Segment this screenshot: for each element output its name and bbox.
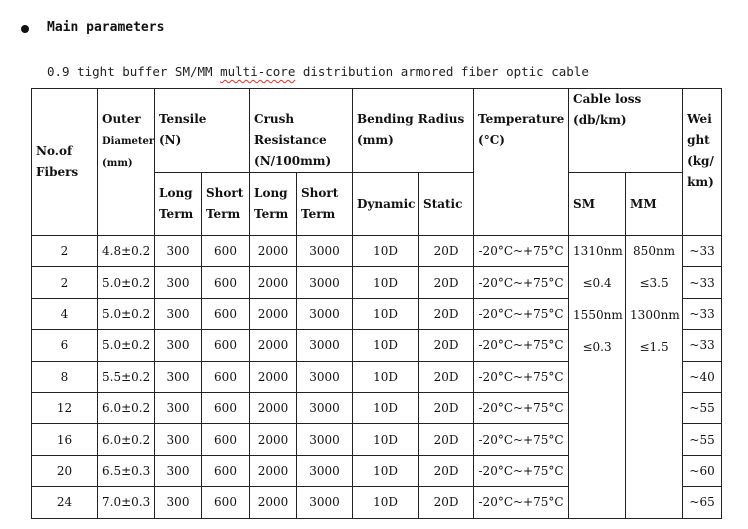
- cell-fibers: 2: [32, 267, 98, 298]
- cell-outer: 4.8±0.2: [98, 236, 155, 267]
- cell-tensile-long: 300: [155, 487, 202, 518]
- loss-mm-line: 850nm: [633, 244, 676, 258]
- cell-tensile-long: 300: [155, 267, 202, 298]
- header-cable-loss: Cable loss (db/km): [569, 89, 683, 173]
- header-fibers: No.of Fibers: [32, 89, 98, 236]
- bullet-icon: [21, 25, 29, 33]
- header-mm: MM: [626, 173, 683, 236]
- cell-temp: -20°C~+75°C: [474, 455, 569, 486]
- cell-static: 20D: [419, 455, 474, 486]
- loss-sm-line: ≤0.3: [582, 340, 612, 354]
- header-tensile: Tensile (N): [155, 89, 250, 173]
- cell-crush-long: 2000: [250, 298, 297, 329]
- cell-temp: -20°C~+75°C: [474, 236, 569, 267]
- cell-outer: 6.5±0.3: [98, 455, 155, 486]
- cell-tensile-long: 300: [155, 298, 202, 329]
- header-bending: Bending Radius (mm): [353, 89, 474, 173]
- cell-weight: ~65: [683, 487, 722, 518]
- loss-sm-line: 1550nm: [573, 308, 623, 322]
- cell-tensile-long: 300: [155, 424, 202, 455]
- cell-dynamic: 10D: [353, 267, 419, 298]
- cell-dynamic: 10D: [353, 298, 419, 329]
- cell-dynamic: 10D: [353, 392, 419, 423]
- header-crush: Crush Resistance (N/100mm): [250, 89, 353, 173]
- cell-weight: ~55: [683, 392, 722, 423]
- cell-tensile-short: 600: [202, 298, 250, 329]
- header-weight: Wei ght (kg/ km): [683, 89, 722, 236]
- table-row: [32, 236, 722, 267]
- cell-crush-short: 3000: [297, 424, 353, 455]
- cell-crush-short: 3000: [297, 298, 353, 329]
- cell-fibers: 20: [32, 455, 98, 486]
- description-text-start: 0.9 tight buffer SM/MM: [47, 64, 221, 79]
- cell-loss-sm: [569, 236, 626, 519]
- loss-sm-line: 1310nm: [573, 244, 623, 258]
- cell-outer: 7.0±0.3: [98, 487, 155, 518]
- cell-fibers: 12: [32, 392, 98, 423]
- cell-temp: -20°C~+75°C: [474, 361, 569, 392]
- cell-crush-short: 3000: [297, 487, 353, 518]
- cell-crush-long: 2000: [250, 267, 297, 298]
- cell-temp: -20°C~+75°C: [474, 330, 569, 361]
- cell-tensile-short: 600: [202, 236, 250, 267]
- header-tensile-short: Short Term: [202, 173, 250, 236]
- cell-tensile-short: 600: [202, 392, 250, 423]
- cell-tensile-long: 300: [155, 392, 202, 423]
- cell-fibers: 6: [32, 330, 98, 361]
- cell-outer: 6.0±0.2: [98, 424, 155, 455]
- cell-fibers: 8: [32, 361, 98, 392]
- cell-outer: 5.0±0.2: [98, 330, 155, 361]
- cell-crush-short: 3000: [297, 392, 353, 423]
- cell-static: 20D: [419, 267, 474, 298]
- cell-static: 20D: [419, 330, 474, 361]
- cell-weight: ~60: [683, 455, 722, 486]
- cell-tensile-short: 600: [202, 424, 250, 455]
- description-text-end: distribution armored fiber optic cable: [295, 64, 589, 79]
- parameters-table: [31, 88, 722, 519]
- cable-description: [47, 64, 589, 79]
- header-static: Static: [419, 173, 474, 236]
- cell-static: 20D: [419, 298, 474, 329]
- header-dynamic: Dynamic: [353, 173, 419, 236]
- cell-dynamic: 10D: [353, 236, 419, 267]
- cell-weight: ~33: [683, 236, 722, 267]
- cell-dynamic: 10D: [353, 330, 419, 361]
- cell-tensile-long: 300: [155, 236, 202, 267]
- cell-tensile-short: 600: [202, 267, 250, 298]
- header-outer-diameter: Outer Diameter (mm): [98, 89, 155, 236]
- cell-static: 20D: [419, 236, 474, 267]
- cell-dynamic: 10D: [353, 455, 419, 486]
- cell-temp: -20°C~+75°C: [474, 487, 569, 518]
- header-tensile-long: Long Term: [155, 173, 202, 236]
- cell-crush-short: 3000: [297, 361, 353, 392]
- cell-temp: -20°C~+75°C: [474, 392, 569, 423]
- cell-tensile-short: 600: [202, 455, 250, 486]
- cell-temp: -20°C~+75°C: [474, 298, 569, 329]
- cell-fibers: 16: [32, 424, 98, 455]
- cell-crush-short: 3000: [297, 267, 353, 298]
- cell-crush-long: 2000: [250, 455, 297, 486]
- cell-crush-long: 2000: [250, 361, 297, 392]
- cell-outer: 5.0±0.2: [98, 267, 155, 298]
- cell-outer: 5.0±0.2: [98, 298, 155, 329]
- cell-crush-long: 2000: [250, 487, 297, 518]
- cell-temp: -20°C~+75°C: [474, 267, 569, 298]
- cell-static: 20D: [419, 392, 474, 423]
- cell-dynamic: 10D: [353, 487, 419, 518]
- header-crush-short: Short Term: [297, 173, 353, 236]
- cell-temp: -20°C~+75°C: [474, 424, 569, 455]
- cell-fibers: 2: [32, 236, 98, 267]
- cell-tensile-short: 600: [202, 487, 250, 518]
- cell-tensile-long: 300: [155, 330, 202, 361]
- cell-tensile-short: 600: [202, 330, 250, 361]
- cell-static: 20D: [419, 361, 474, 392]
- cell-tensile-short: 600: [202, 361, 250, 392]
- cell-crush-long: 2000: [250, 424, 297, 455]
- loss-sm-line: ≤0.4: [582, 276, 612, 290]
- cell-crush-short: 3000: [297, 236, 353, 267]
- cell-fibers: 24: [32, 487, 98, 518]
- section-heading: Main parameters: [47, 20, 165, 35]
- cell-loss-mm: [626, 236, 683, 519]
- header-crush-long: Long Term: [250, 173, 297, 236]
- cell-static: 20D: [419, 487, 474, 518]
- cell-crush-long: 2000: [250, 392, 297, 423]
- cell-tensile-long: 300: [155, 361, 202, 392]
- cell-weight: ~33: [683, 330, 722, 361]
- cell-weight: ~55: [683, 424, 722, 455]
- cell-tensile-long: 300: [155, 455, 202, 486]
- header-temperature: Temperature (°C): [474, 89, 569, 236]
- cell-dynamic: 10D: [353, 424, 419, 455]
- loss-mm-line: ≤1.5: [639, 340, 669, 354]
- cell-static: 20D: [419, 424, 474, 455]
- loss-mm-line: ≤3.5: [639, 276, 669, 290]
- cell-crush-long: 2000: [250, 330, 297, 361]
- cell-fibers: 4: [32, 298, 98, 329]
- cell-weight: ~33: [683, 298, 722, 329]
- cell-outer: 5.5±0.2: [98, 361, 155, 392]
- cell-crush-short: 3000: [297, 455, 353, 486]
- cell-weight: ~40: [683, 361, 722, 392]
- cell-outer: 6.0±0.2: [98, 392, 155, 423]
- description-spellcheck-word: multi-core: [220, 64, 296, 79]
- cell-dynamic: 10D: [353, 361, 419, 392]
- cell-crush-long: 2000: [250, 236, 297, 267]
- header-sm: SM: [569, 173, 626, 236]
- cell-crush-short: 3000: [297, 330, 353, 361]
- loss-mm-line: 1300nm: [630, 308, 680, 322]
- cell-weight: ~33: [683, 267, 722, 298]
